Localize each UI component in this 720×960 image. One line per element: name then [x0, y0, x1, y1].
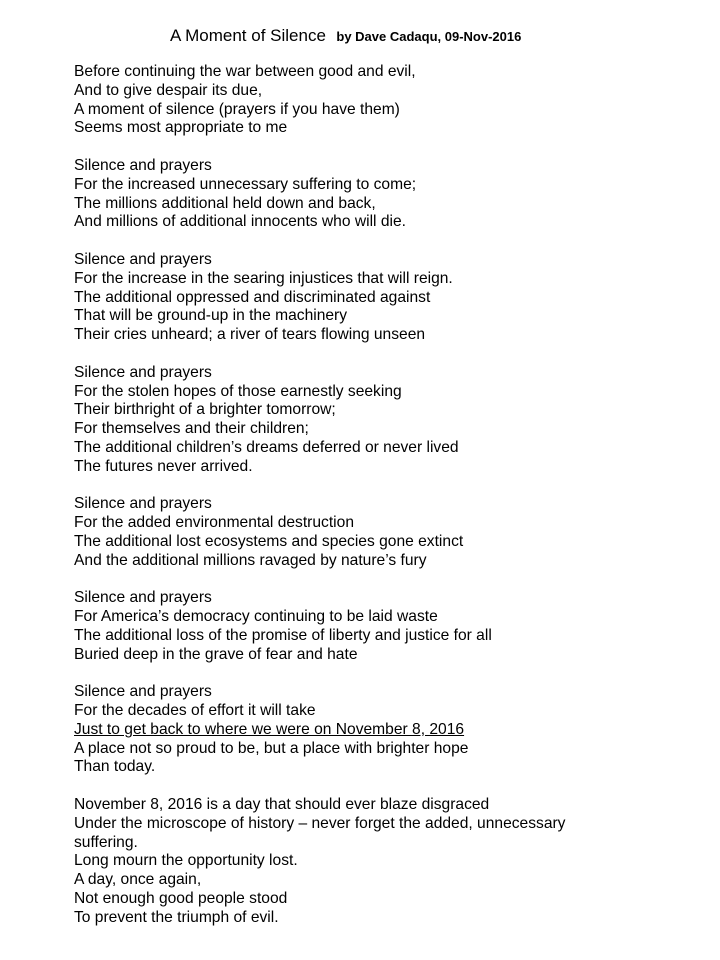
stanza-7	[74, 683, 694, 777]
stanza-3	[74, 251, 694, 345]
poem-line: Silence and prayers	[74, 250, 212, 268]
poem-line: The additional children’s dreams deferred or never lived	[74, 438, 459, 456]
poem-line: The additional lost ecosystems and species gone extinct	[74, 532, 464, 550]
poem-line: November 8, 2016 is a day that should ever blaze disgraced	[74, 796, 490, 814]
poem-line: Silence and prayers	[74, 156, 212, 174]
stanza-5	[74, 495, 694, 570]
poem-line: A day, once again,	[74, 871, 202, 889]
poem-line: Than today.	[74, 758, 156, 776]
poem-line: The futures never arrived.	[74, 457, 253, 475]
poem-line: suffering.	[74, 833, 138, 851]
underlined-poem-line: Just to get back to where we were on November 8, 2016	[74, 720, 465, 738]
poem-line: The millions additional held down and back,	[74, 194, 376, 212]
poem-line: For the decades of effort it will take	[74, 702, 316, 720]
stanza-4	[74, 364, 694, 477]
stanza-1	[74, 63, 694, 138]
poem-line: A place not so proud to be, but a place with brighter hope	[74, 739, 469, 757]
poem-line: For the added environmental destruction	[74, 514, 354, 532]
poem-line: Seems most appropriate to me	[74, 119, 288, 137]
poem-line: For themselves and their children;	[74, 420, 309, 438]
poem-line: Buried deep in the grave of fear and hate	[74, 645, 358, 663]
byline: by Dave Cadaqu, 09-Nov-2016	[336, 29, 522, 44]
poem-line: Their birthright of a brighter tomorrow;	[74, 401, 336, 419]
poem-line: Their cries unheard; a river of tears flowing unseen	[74, 326, 426, 344]
poem-line: A moment of silence (prayers if you have them)	[74, 100, 400, 118]
poem-line: For the stolen hopes of those earnestly seeking	[74, 382, 402, 400]
title-row	[170, 26, 521, 46]
poem-line: That will be ground-up in the machinery	[74, 307, 348, 325]
poem-line: Not enough good people stood	[74, 890, 288, 908]
stanza-8	[74, 796, 694, 928]
poem-line: To prevent the triumph of evil.	[74, 908, 279, 926]
poem-line: For the increase in the searing injustices that will reign.	[74, 269, 453, 287]
poem-line: Silence and prayers	[74, 363, 212, 381]
stanza-2	[74, 157, 694, 232]
poem-line: For the increased unnecessary suffering to come;	[74, 175, 417, 193]
stanza-6	[74, 589, 694, 664]
page-title: A Moment of Silence	[170, 26, 326, 45]
poem-line: Silence and prayers	[74, 683, 212, 701]
poem-line: And millions of additional innocents who will die.	[74, 213, 406, 231]
poem-line: The additional loss of the promise of liberty and justice for all	[74, 626, 492, 644]
poem-body	[74, 63, 694, 946]
poem-line: The additional oppressed and discriminated against	[74, 288, 431, 306]
poem-line: And to give despair its due,	[74, 81, 263, 99]
poem-line: And the additional millions ravaged by nature’s fury	[74, 551, 427, 569]
poem-line: Under the microscope of history – never forget the added, unnecessary	[74, 814, 566, 832]
poem-line: Before continuing the war between good and evil,	[74, 63, 416, 80]
poem-line: For America’s democracy continuing to be laid waste	[74, 608, 438, 626]
poem-line: Silence and prayers	[74, 589, 212, 607]
poem-line: Long mourn the opportunity lost.	[74, 852, 298, 870]
poem-line: Silence and prayers	[74, 495, 212, 513]
